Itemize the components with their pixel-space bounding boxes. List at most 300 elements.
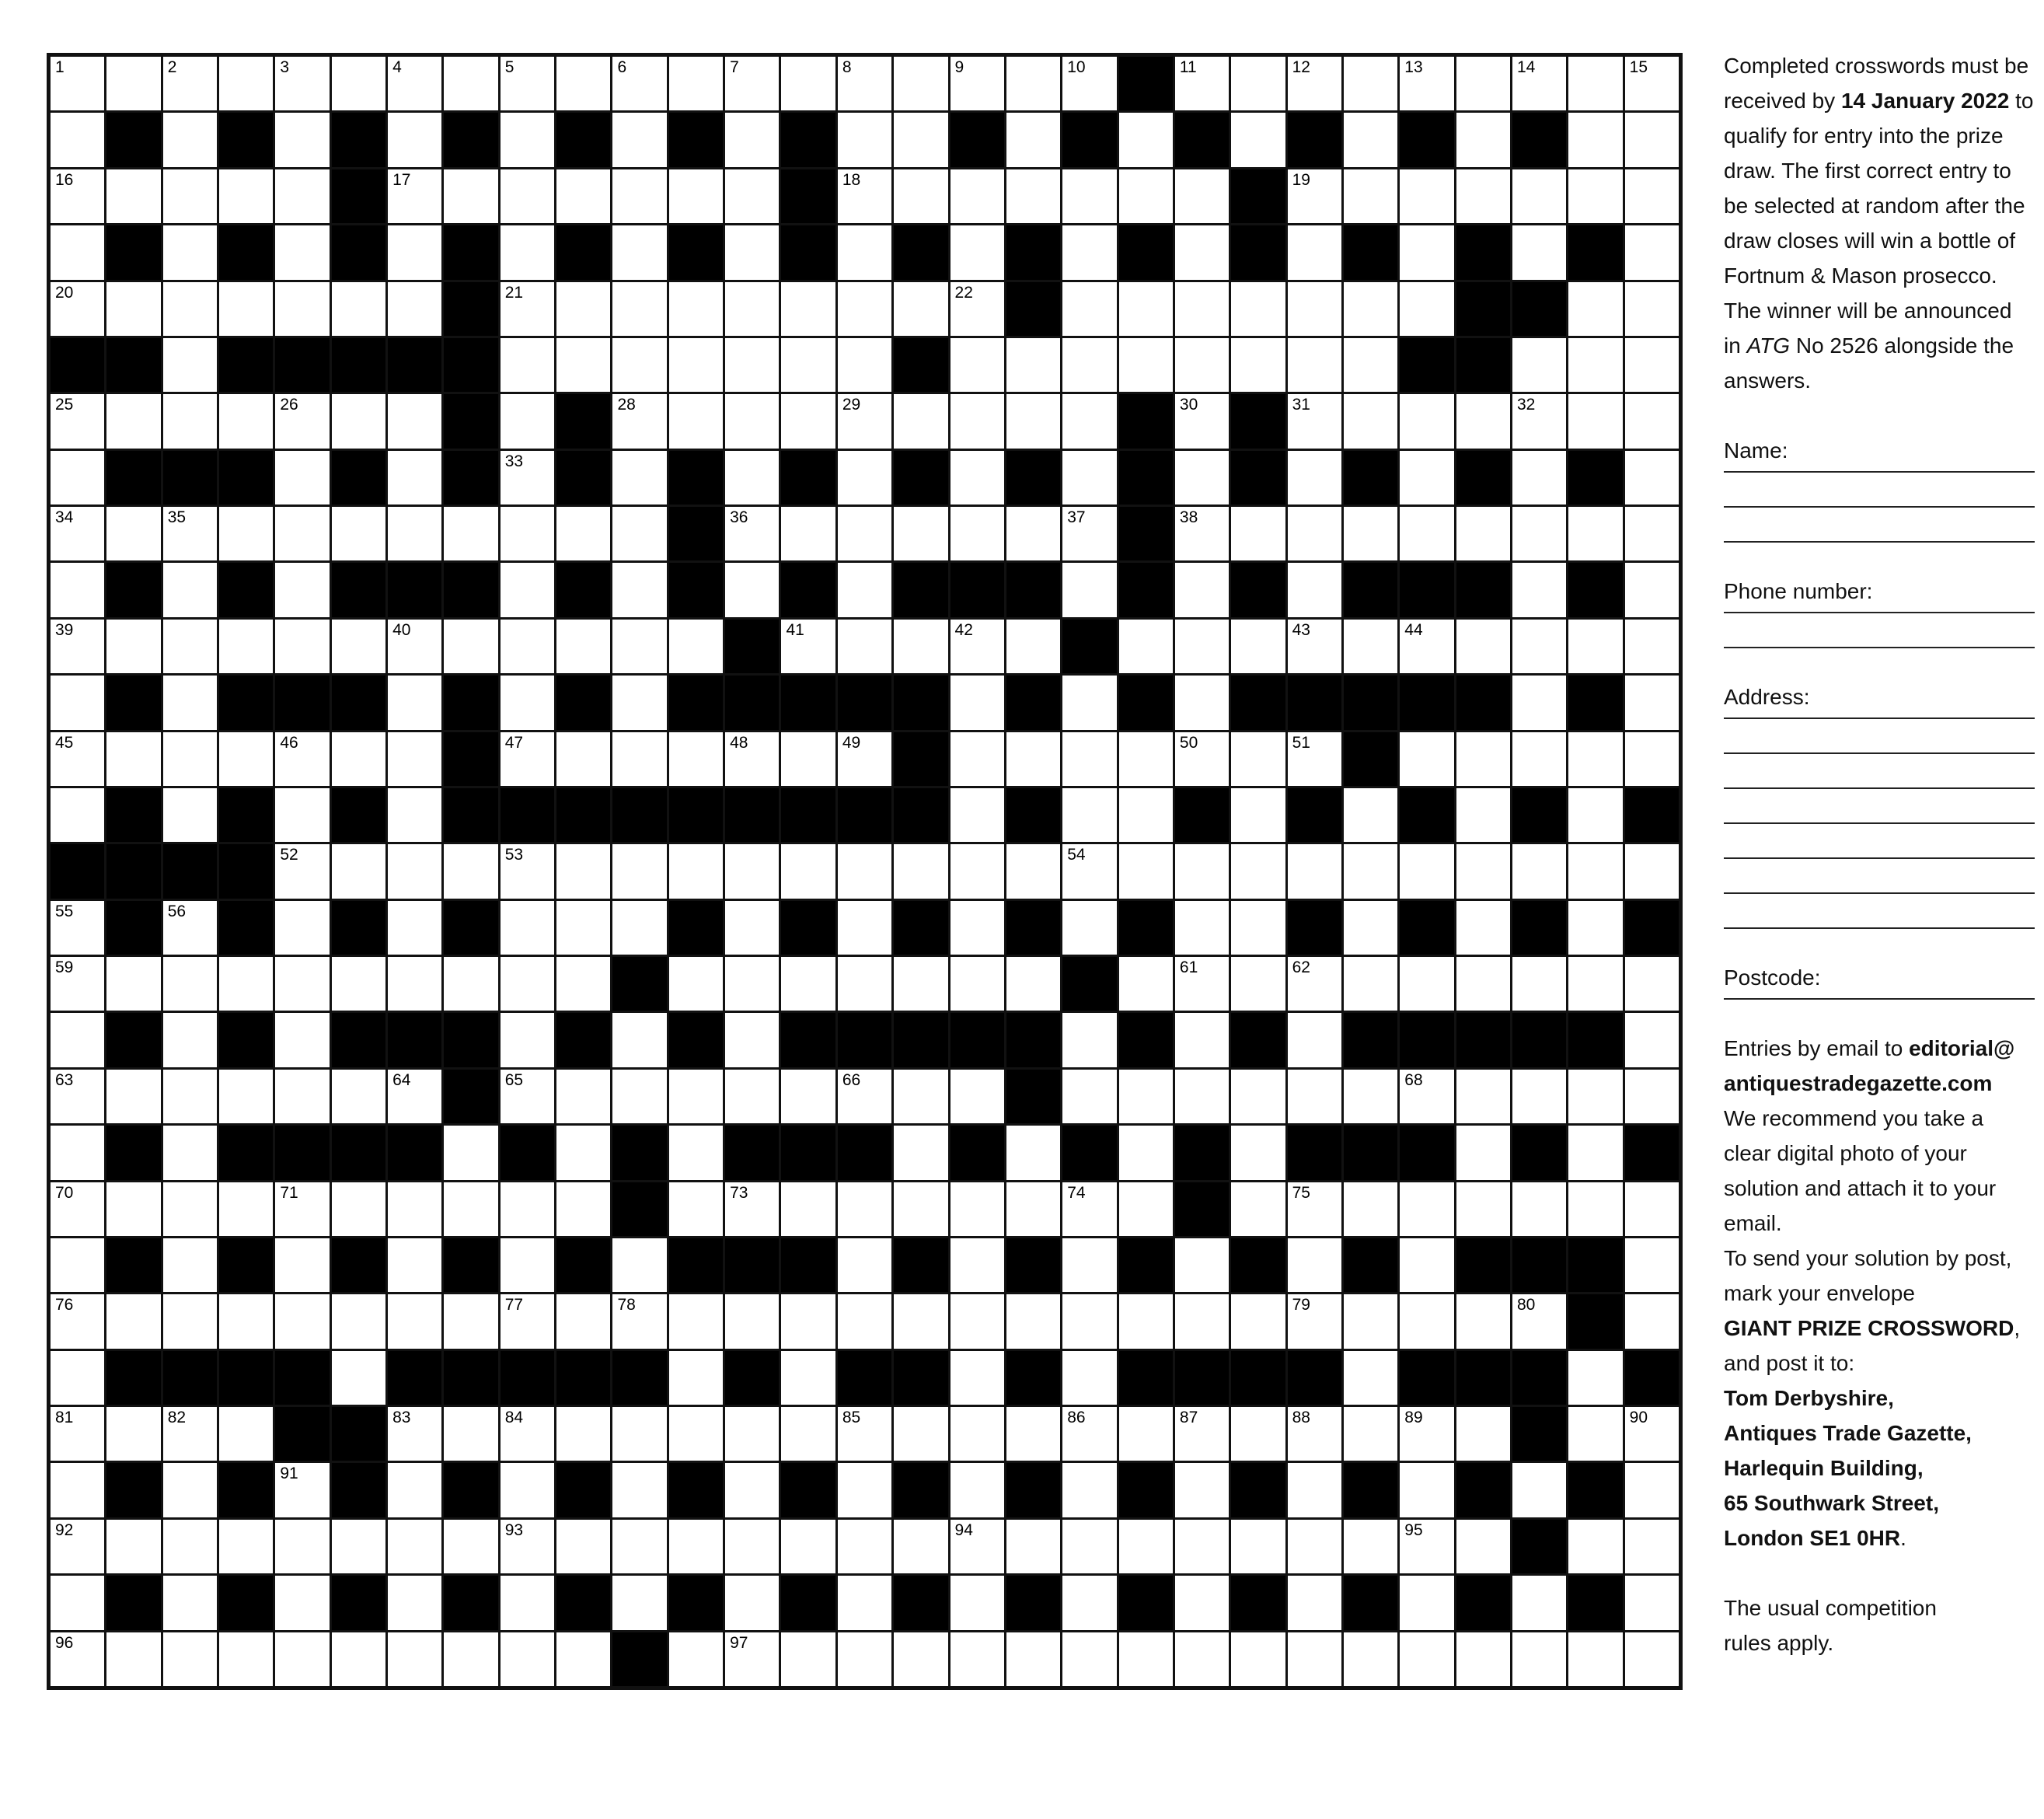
answer-square[interactable] bbox=[388, 1463, 441, 1517]
answer-square[interactable] bbox=[1006, 338, 1060, 392]
answer-square[interactable] bbox=[501, 1294, 554, 1348]
answer-square[interactable] bbox=[725, 282, 779, 336]
answer-square[interactable] bbox=[1568, 1351, 1622, 1405]
answer-square[interactable] bbox=[612, 1070, 666, 1123]
answer-square[interactable] bbox=[1512, 1182, 1566, 1236]
answer-square[interactable] bbox=[1119, 1182, 1173, 1236]
answer-square[interactable] bbox=[501, 225, 554, 279]
answer-square[interactable] bbox=[1400, 57, 1453, 110]
answer-square[interactable] bbox=[1231, 507, 1285, 560]
answer-square[interactable] bbox=[556, 1294, 610, 1348]
answer-square[interactable] bbox=[388, 901, 441, 955]
answer-square[interactable] bbox=[444, 1632, 497, 1686]
answer-square[interactable] bbox=[1400, 451, 1453, 505]
answer-square[interactable] bbox=[725, 1013, 779, 1067]
answer-square[interactable] bbox=[1400, 282, 1453, 336]
answer-square[interactable] bbox=[388, 225, 441, 279]
answer-square[interactable] bbox=[1175, 676, 1229, 729]
answer-square[interactable] bbox=[950, 1576, 1004, 1629]
answer-square[interactable] bbox=[669, 57, 723, 110]
answer-square[interactable] bbox=[1288, 563, 1341, 616]
answer-square[interactable] bbox=[1456, 1407, 1510, 1461]
answer-square[interactable] bbox=[950, 732, 1004, 786]
answer-square[interactable] bbox=[332, 1182, 385, 1236]
answer-square[interactable] bbox=[1062, 1632, 1116, 1686]
answer-square[interactable] bbox=[51, 901, 104, 955]
answer-square[interactable] bbox=[1288, 169, 1341, 223]
answer-square[interactable] bbox=[163, 1632, 217, 1686]
answer-square[interactable] bbox=[163, 1070, 217, 1123]
answer-square[interactable] bbox=[1344, 282, 1397, 336]
answer-square[interactable] bbox=[275, 1632, 329, 1686]
answer-square[interactable] bbox=[275, 113, 329, 166]
answer-square[interactable] bbox=[1400, 394, 1453, 448]
answer-square[interactable] bbox=[1568, 1182, 1622, 1236]
answer-square[interactable] bbox=[332, 732, 385, 786]
answer-square[interactable] bbox=[725, 1070, 779, 1123]
answer-square[interactable] bbox=[556, 1520, 610, 1573]
answer-square[interactable] bbox=[1512, 676, 1566, 729]
answer-square[interactable] bbox=[1006, 113, 1060, 166]
name-field[interactable] bbox=[1724, 471, 2035, 543]
answer-square[interactable] bbox=[1288, 1070, 1341, 1123]
answer-square[interactable] bbox=[781, 1351, 835, 1405]
answer-square[interactable] bbox=[725, 169, 779, 223]
answer-square[interactable] bbox=[51, 1238, 104, 1292]
answer-square[interactable] bbox=[1456, 844, 1510, 898]
answer-square[interactable] bbox=[51, 732, 104, 786]
answer-square[interactable] bbox=[950, 1294, 1004, 1348]
answer-square[interactable] bbox=[1062, 1407, 1116, 1461]
answer-square[interactable] bbox=[950, 788, 1004, 842]
answer-square[interactable] bbox=[556, 1126, 610, 1179]
answer-square[interactable] bbox=[894, 844, 947, 898]
answer-square[interactable] bbox=[838, 1520, 891, 1573]
answer-square[interactable] bbox=[781, 338, 835, 392]
answer-square[interactable] bbox=[1456, 1126, 1510, 1179]
answer-square[interactable] bbox=[219, 620, 273, 673]
answer-square[interactable] bbox=[163, 507, 217, 560]
answer-square[interactable] bbox=[1175, 1407, 1229, 1461]
answer-square[interactable] bbox=[1006, 620, 1060, 673]
answer-square[interactable] bbox=[1231, 113, 1285, 166]
answer-square[interactable] bbox=[950, 1632, 1004, 1686]
answer-square[interactable] bbox=[1288, 57, 1341, 110]
answer-square[interactable] bbox=[1062, 1463, 1116, 1517]
answer-square[interactable] bbox=[1344, 113, 1397, 166]
answer-square[interactable] bbox=[1344, 1632, 1397, 1686]
answer-square[interactable] bbox=[1119, 338, 1173, 392]
answer-square[interactable] bbox=[219, 1182, 273, 1236]
answer-square[interactable] bbox=[1568, 620, 1622, 673]
answer-square[interactable] bbox=[275, 1070, 329, 1123]
answer-square[interactable] bbox=[51, 57, 104, 110]
answer-square[interactable] bbox=[163, 788, 217, 842]
answer-square[interactable] bbox=[1119, 1126, 1173, 1179]
answer-square[interactable] bbox=[1625, 1520, 1679, 1573]
answer-square[interactable] bbox=[388, 394, 441, 448]
answer-square[interactable] bbox=[1062, 844, 1116, 898]
answer-square[interactable] bbox=[1568, 732, 1622, 786]
answer-square[interactable] bbox=[1006, 1632, 1060, 1686]
answer-square[interactable] bbox=[51, 1407, 104, 1461]
answer-square[interactable] bbox=[950, 57, 1004, 110]
answer-square[interactable] bbox=[219, 394, 273, 448]
answer-square[interactable] bbox=[1006, 1126, 1060, 1179]
answer-square[interactable] bbox=[612, 507, 666, 560]
answer-square[interactable] bbox=[1175, 1632, 1229, 1686]
answer-square[interactable] bbox=[1625, 563, 1679, 616]
answer-square[interactable] bbox=[444, 57, 497, 110]
answer-square[interactable] bbox=[1006, 732, 1060, 786]
answer-square[interactable] bbox=[1344, 788, 1397, 842]
answer-square[interactable] bbox=[1568, 957, 1622, 1011]
answer-square[interactable] bbox=[838, 1070, 891, 1123]
answer-square[interactable] bbox=[219, 1520, 273, 1573]
answer-square[interactable] bbox=[1344, 957, 1397, 1011]
answer-square[interactable] bbox=[669, 394, 723, 448]
answer-square[interactable] bbox=[1456, 507, 1510, 560]
answer-square[interactable] bbox=[838, 1238, 891, 1292]
answer-square[interactable] bbox=[725, 1463, 779, 1517]
answer-square[interactable] bbox=[725, 844, 779, 898]
answer-square[interactable] bbox=[1344, 1407, 1397, 1461]
answer-square[interactable] bbox=[1062, 788, 1116, 842]
answer-square[interactable] bbox=[219, 1632, 273, 1686]
answer-square[interactable] bbox=[894, 1182, 947, 1236]
answer-square[interactable] bbox=[275, 1238, 329, 1292]
answer-square[interactable] bbox=[332, 1070, 385, 1123]
answer-square[interactable] bbox=[1175, 338, 1229, 392]
answer-square[interactable] bbox=[275, 57, 329, 110]
answer-square[interactable] bbox=[1288, 507, 1341, 560]
answer-square[interactable] bbox=[1119, 282, 1173, 336]
answer-square[interactable] bbox=[1119, 788, 1173, 842]
answer-square[interactable] bbox=[163, 282, 217, 336]
answer-square[interactable] bbox=[950, 282, 1004, 336]
answer-square[interactable] bbox=[1456, 394, 1510, 448]
answer-square[interactable] bbox=[1512, 451, 1566, 505]
answer-square[interactable] bbox=[1344, 1351, 1397, 1405]
answer-square[interactable] bbox=[781, 1070, 835, 1123]
answer-square[interactable] bbox=[612, 1463, 666, 1517]
answer-square[interactable] bbox=[501, 1407, 554, 1461]
answer-square[interactable] bbox=[1625, 1294, 1679, 1348]
answer-square[interactable] bbox=[388, 169, 441, 223]
answer-square[interactable] bbox=[1288, 225, 1341, 279]
answer-square[interactable] bbox=[51, 1294, 104, 1348]
answer-square[interactable] bbox=[1456, 620, 1510, 673]
answer-square[interactable] bbox=[1568, 338, 1622, 392]
answer-square[interactable] bbox=[1512, 57, 1566, 110]
answer-square[interactable] bbox=[332, 1294, 385, 1348]
answer-square[interactable] bbox=[1512, 1576, 1566, 1629]
answer-square[interactable] bbox=[275, 225, 329, 279]
answer-square[interactable] bbox=[501, 1238, 554, 1292]
answer-square[interactable] bbox=[1231, 57, 1285, 110]
answer-square[interactable] bbox=[894, 57, 947, 110]
answer-square[interactable] bbox=[725, 57, 779, 110]
answer-square[interactable] bbox=[332, 394, 385, 448]
answer-square[interactable] bbox=[1062, 451, 1116, 505]
answer-square[interactable] bbox=[612, 901, 666, 955]
answer-square[interactable] bbox=[51, 957, 104, 1011]
answer-square[interactable] bbox=[1231, 1520, 1285, 1573]
answer-square[interactable] bbox=[1175, 507, 1229, 560]
answer-square[interactable] bbox=[106, 394, 160, 448]
answer-square[interactable] bbox=[51, 1632, 104, 1686]
answer-square[interactable] bbox=[725, 901, 779, 955]
answer-square[interactable] bbox=[1231, 1070, 1285, 1123]
answer-square[interactable] bbox=[1625, 113, 1679, 166]
answer-square[interactable] bbox=[219, 1070, 273, 1123]
answer-square[interactable] bbox=[612, 451, 666, 505]
answer-square[interactable] bbox=[1512, 1070, 1566, 1123]
answer-square[interactable] bbox=[838, 901, 891, 955]
answer-square[interactable] bbox=[163, 732, 217, 786]
answer-square[interactable] bbox=[501, 1182, 554, 1236]
answer-square[interactable] bbox=[725, 225, 779, 279]
answer-square[interactable] bbox=[51, 620, 104, 673]
answer-square[interactable] bbox=[1512, 225, 1566, 279]
answer-square[interactable] bbox=[612, 338, 666, 392]
answer-square[interactable] bbox=[1400, 1407, 1453, 1461]
answer-square[interactable] bbox=[669, 1294, 723, 1348]
answer-square[interactable] bbox=[894, 394, 947, 448]
answer-square[interactable] bbox=[1400, 957, 1453, 1011]
answer-square[interactable] bbox=[1400, 1520, 1453, 1573]
answer-square[interactable] bbox=[501, 1463, 554, 1517]
answer-square[interactable] bbox=[501, 1013, 554, 1067]
answer-square[interactable] bbox=[1625, 169, 1679, 223]
answer-square[interactable] bbox=[1119, 113, 1173, 166]
answer-square[interactable] bbox=[388, 1520, 441, 1573]
answer-square[interactable] bbox=[501, 1632, 554, 1686]
answer-square[interactable] bbox=[950, 1070, 1004, 1123]
answer-square[interactable] bbox=[1512, 507, 1566, 560]
answer-square[interactable] bbox=[275, 1520, 329, 1573]
answer-square[interactable] bbox=[1400, 1294, 1453, 1348]
answer-square[interactable] bbox=[1288, 732, 1341, 786]
answer-square[interactable] bbox=[894, 1294, 947, 1348]
answer-square[interactable] bbox=[838, 844, 891, 898]
answer-square[interactable] bbox=[1456, 1520, 1510, 1573]
answer-square[interactable] bbox=[612, 1013, 666, 1067]
answer-square[interactable] bbox=[1512, 563, 1566, 616]
answer-square[interactable] bbox=[501, 338, 554, 392]
answer-square[interactable] bbox=[51, 169, 104, 223]
answer-square[interactable] bbox=[1400, 1070, 1453, 1123]
answer-square[interactable] bbox=[1625, 844, 1679, 898]
answer-square[interactable] bbox=[1344, 901, 1397, 955]
answer-square[interactable] bbox=[781, 1632, 835, 1686]
answer-square[interactable] bbox=[444, 957, 497, 1011]
answer-square[interactable] bbox=[669, 1520, 723, 1573]
answer-square[interactable] bbox=[556, 169, 610, 223]
answer-square[interactable] bbox=[275, 1294, 329, 1348]
answer-square[interactable] bbox=[1175, 169, 1229, 223]
answer-square[interactable] bbox=[1568, 169, 1622, 223]
answer-square[interactable] bbox=[51, 507, 104, 560]
answer-square[interactable] bbox=[388, 1238, 441, 1292]
answer-square[interactable] bbox=[1512, 169, 1566, 223]
answer-square[interactable] bbox=[1400, 1632, 1453, 1686]
answer-square[interactable] bbox=[388, 732, 441, 786]
answer-square[interactable] bbox=[275, 957, 329, 1011]
answer-square[interactable] bbox=[219, 732, 273, 786]
answer-square[interactable] bbox=[275, 507, 329, 560]
answer-square[interactable] bbox=[1400, 1182, 1453, 1236]
phone-field[interactable] bbox=[1724, 612, 2035, 648]
answer-square[interactable] bbox=[444, 1182, 497, 1236]
answer-square[interactable] bbox=[1625, 1407, 1679, 1461]
answer-square[interactable] bbox=[163, 1463, 217, 1517]
answer-square[interactable] bbox=[669, 282, 723, 336]
answer-square[interactable] bbox=[612, 394, 666, 448]
answer-square[interactable] bbox=[444, 620, 497, 673]
answer-square[interactable] bbox=[1456, 901, 1510, 955]
answer-square[interactable] bbox=[501, 57, 554, 110]
answer-square[interactable] bbox=[838, 507, 891, 560]
answer-square[interactable] bbox=[388, 1070, 441, 1123]
answer-square[interactable] bbox=[1231, 338, 1285, 392]
answer-square[interactable] bbox=[1288, 957, 1341, 1011]
answer-square[interactable] bbox=[51, 1351, 104, 1405]
answer-square[interactable] bbox=[106, 1182, 160, 1236]
answer-square[interactable] bbox=[1512, 394, 1566, 448]
answer-square[interactable] bbox=[332, 957, 385, 1011]
answer-square[interactable] bbox=[501, 113, 554, 166]
answer-square[interactable] bbox=[444, 1294, 497, 1348]
answer-square[interactable] bbox=[444, 1520, 497, 1573]
answer-square[interactable] bbox=[1568, 901, 1622, 955]
answer-square[interactable] bbox=[1625, 282, 1679, 336]
answer-square[interactable] bbox=[1006, 394, 1060, 448]
answer-square[interactable] bbox=[950, 225, 1004, 279]
answer-square[interactable] bbox=[275, 169, 329, 223]
answer-square[interactable] bbox=[1400, 507, 1453, 560]
answer-square[interactable] bbox=[501, 451, 554, 505]
answer-square[interactable] bbox=[501, 563, 554, 616]
answer-square[interactable] bbox=[1456, 957, 1510, 1011]
answer-square[interactable] bbox=[556, 1632, 610, 1686]
answer-square[interactable] bbox=[725, 1576, 779, 1629]
answer-square[interactable] bbox=[388, 1632, 441, 1686]
answer-square[interactable] bbox=[51, 282, 104, 336]
answer-square[interactable] bbox=[1512, 620, 1566, 673]
answer-square[interactable] bbox=[1119, 1407, 1173, 1461]
answer-square[interactable] bbox=[894, 169, 947, 223]
answer-square[interactable] bbox=[1344, 1182, 1397, 1236]
answer-square[interactable] bbox=[501, 620, 554, 673]
answer-square[interactable] bbox=[612, 225, 666, 279]
answer-square[interactable] bbox=[556, 620, 610, 673]
answer-square[interactable] bbox=[1231, 1182, 1285, 1236]
answer-square[interactable] bbox=[275, 732, 329, 786]
answer-square[interactable] bbox=[1006, 957, 1060, 1011]
answer-square[interactable] bbox=[444, 1126, 497, 1179]
answer-square[interactable] bbox=[838, 57, 891, 110]
answer-square[interactable] bbox=[51, 1463, 104, 1517]
answer-square[interactable] bbox=[725, 1520, 779, 1573]
answer-square[interactable] bbox=[388, 844, 441, 898]
answer-square[interactable] bbox=[781, 1520, 835, 1573]
answer-square[interactable] bbox=[1231, 1407, 1285, 1461]
answer-square[interactable] bbox=[501, 1576, 554, 1629]
answer-square[interactable] bbox=[1400, 732, 1453, 786]
answer-square[interactable] bbox=[1175, 394, 1229, 448]
answer-square[interactable] bbox=[612, 57, 666, 110]
answer-square[interactable] bbox=[1456, 732, 1510, 786]
answer-square[interactable] bbox=[1006, 1294, 1060, 1348]
answer-square[interactable] bbox=[1456, 1632, 1510, 1686]
answer-square[interactable] bbox=[1062, 1520, 1116, 1573]
answer-square[interactable] bbox=[1231, 1294, 1285, 1348]
answer-square[interactable] bbox=[1062, 732, 1116, 786]
answer-square[interactable] bbox=[725, 1632, 779, 1686]
answer-square[interactable] bbox=[1175, 957, 1229, 1011]
answer-square[interactable] bbox=[1625, 732, 1679, 786]
answer-square[interactable] bbox=[950, 394, 1004, 448]
answer-square[interactable] bbox=[612, 563, 666, 616]
answer-square[interactable] bbox=[388, 788, 441, 842]
answer-square[interactable] bbox=[1119, 844, 1173, 898]
answer-square[interactable] bbox=[275, 1013, 329, 1067]
answer-square[interactable] bbox=[1288, 1632, 1341, 1686]
answer-square[interactable] bbox=[1175, 451, 1229, 505]
answer-square[interactable] bbox=[838, 338, 891, 392]
answer-square[interactable] bbox=[1568, 788, 1622, 842]
answer-square[interactable] bbox=[1568, 394, 1622, 448]
answer-square[interactable] bbox=[838, 451, 891, 505]
answer-square[interactable] bbox=[1288, 844, 1341, 898]
answer-square[interactable] bbox=[669, 1351, 723, 1405]
answer-square[interactable] bbox=[612, 732, 666, 786]
answer-square[interactable] bbox=[612, 676, 666, 729]
answer-square[interactable] bbox=[669, 1407, 723, 1461]
answer-square[interactable] bbox=[163, 1407, 217, 1461]
answer-square[interactable] bbox=[1062, 1294, 1116, 1348]
answer-square[interactable] bbox=[275, 1182, 329, 1236]
answer-square[interactable] bbox=[1568, 1126, 1622, 1179]
answer-square[interactable] bbox=[1568, 57, 1622, 110]
address-field[interactable] bbox=[1724, 717, 2035, 929]
answer-square[interactable] bbox=[1344, 338, 1397, 392]
answer-square[interactable] bbox=[51, 563, 104, 616]
answer-square[interactable] bbox=[894, 1126, 947, 1179]
answer-square[interactable] bbox=[501, 901, 554, 955]
answer-square[interactable] bbox=[388, 676, 441, 729]
answer-square[interactable] bbox=[1062, 676, 1116, 729]
answer-square[interactable] bbox=[1119, 957, 1173, 1011]
answer-square[interactable] bbox=[1288, 1294, 1341, 1348]
answer-square[interactable] bbox=[1231, 282, 1285, 336]
answer-square[interactable] bbox=[51, 1576, 104, 1629]
answer-square[interactable] bbox=[1344, 844, 1397, 898]
answer-square[interactable] bbox=[1062, 282, 1116, 336]
answer-square[interactable] bbox=[1625, 1182, 1679, 1236]
answer-square[interactable] bbox=[725, 1182, 779, 1236]
answer-square[interactable] bbox=[1119, 1520, 1173, 1573]
answer-square[interactable] bbox=[1568, 507, 1622, 560]
answer-square[interactable] bbox=[332, 1632, 385, 1686]
answer-square[interactable] bbox=[275, 1576, 329, 1629]
answer-square[interactable] bbox=[219, 507, 273, 560]
answer-square[interactable] bbox=[1625, 620, 1679, 673]
answer-square[interactable] bbox=[501, 169, 554, 223]
answer-square[interactable] bbox=[1231, 1632, 1285, 1686]
answer-square[interactable] bbox=[1400, 620, 1453, 673]
